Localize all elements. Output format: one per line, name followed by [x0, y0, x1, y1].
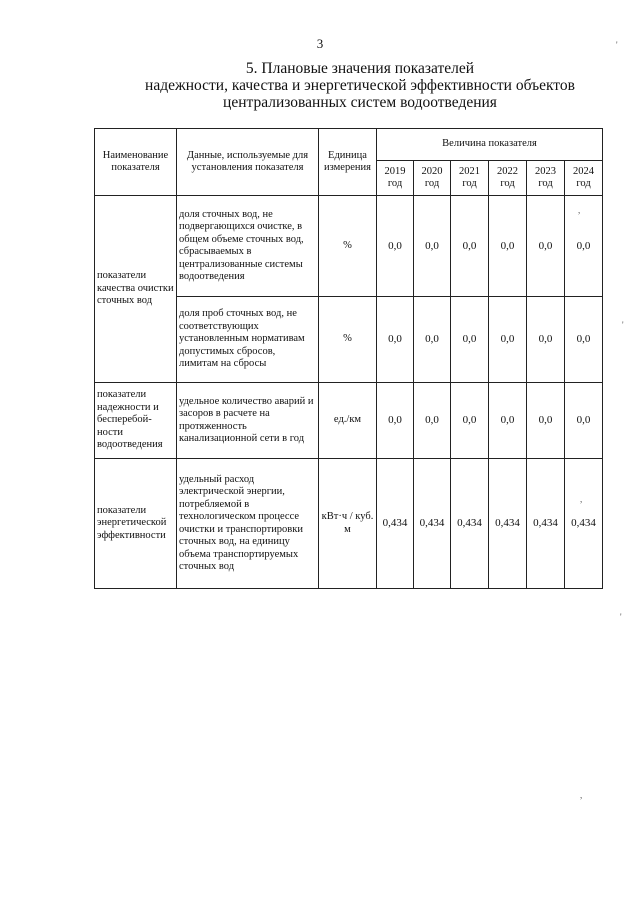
page-number: 3: [316, 36, 324, 51]
value-2019: 0,0: [377, 196, 414, 297]
value-2019: 0,0: [377, 383, 414, 459]
scan-speck: ': [622, 320, 624, 330]
value-2020: 0,434: [414, 459, 451, 589]
title-line-1: 5. Плановые значения показателей: [245, 60, 475, 77]
document-title: [100, 60, 620, 111]
header-source-data: Данные, используемые для установления показателя: [177, 129, 319, 196]
row-source-data: доля проб сточных вод, не соответствующих установленным нормативам допустимых сбросов, лимитам на сбросы: [177, 297, 319, 383]
row-unit: %: [319, 297, 377, 383]
year-2019: 2019 год: [377, 161, 414, 196]
title-line-2: надежности, качества и энергетической эффективности объектов: [145, 77, 575, 94]
value-2021: 0,0: [451, 383, 489, 459]
value-2020: 0,0: [414, 383, 451, 459]
value-2024: 0,434: [565, 459, 603, 589]
value-2021: 0,0: [451, 196, 489, 297]
value-2020: 0,0: [414, 297, 451, 383]
year-2023: 2023 год: [527, 161, 565, 196]
value-2019: 0,0: [377, 297, 414, 383]
value-2024: 0,0: [565, 297, 603, 383]
row-unit: ед./км: [319, 383, 377, 459]
value-2021: 0,0: [451, 297, 489, 383]
scan-speck: ,: [578, 205, 581, 215]
value-2023: 0,434: [527, 459, 565, 589]
table-row: [95, 196, 603, 297]
value-2023: 0,0: [527, 383, 565, 459]
scan-speck: ': [616, 40, 618, 50]
year-2024: 2024 год: [565, 161, 603, 196]
year-2021: 2021 год: [451, 161, 489, 196]
year-2022: 2022 год: [489, 161, 527, 196]
group-name-quality: показатели качества очистки сточных вод: [95, 196, 177, 383]
scan-speck: ,: [580, 494, 583, 504]
indicators-table: [94, 128, 603, 589]
value-2022: 0,0: [489, 196, 527, 297]
value-2024: 0,0: [565, 383, 603, 459]
scan-speck: ,: [580, 790, 583, 800]
header-indicator-value: Величина показателя: [377, 129, 603, 161]
value-2023: 0,0: [527, 297, 565, 383]
value-2022: 0,0: [489, 383, 527, 459]
scan-speck: ': [620, 612, 622, 622]
group-name-reliability: показатели надежности и бесперебой-ности водоотведения: [95, 383, 177, 459]
row-source-data: удельный расход электрической энергии, потребляемой в технологическом процессе очистки и транспортировки сточных вод, на единицу объема транспортируемых сточных вод: [177, 459, 319, 589]
group-name-energy: показатели энергетической эффективности: [95, 459, 177, 589]
value-2024: 0,0: [565, 196, 603, 297]
value-2020: 0,0: [414, 196, 451, 297]
title-line-3: централизованных систем водоотведения: [223, 94, 497, 111]
table-row: [95, 383, 603, 459]
row-unit: %: [319, 196, 377, 297]
row-source-data: удельное количество аварий и засоров в расчете на протяженность канализационной сети в год: [177, 383, 319, 459]
row-source-data: доля сточных вод, не подвергающихся очистке, в общем объеме сточных вод, сбрасываемых в централизованные системы водоотведения: [177, 196, 319, 297]
year-2020: 2020 год: [414, 161, 451, 196]
value-2022: 0,434: [489, 459, 527, 589]
row-unit: кВт·ч / куб. м: [319, 459, 377, 589]
table-row: [95, 459, 603, 589]
value-2021: 0,434: [451, 459, 489, 589]
header-row-1: [95, 129, 603, 161]
value-2023: 0,0: [527, 196, 565, 297]
header-unit: Единица измерения: [319, 129, 377, 196]
value-2019: 0,434: [377, 459, 414, 589]
value-2022: 0,0: [489, 297, 527, 383]
header-indicator-name: Наименование показателя: [95, 129, 177, 196]
